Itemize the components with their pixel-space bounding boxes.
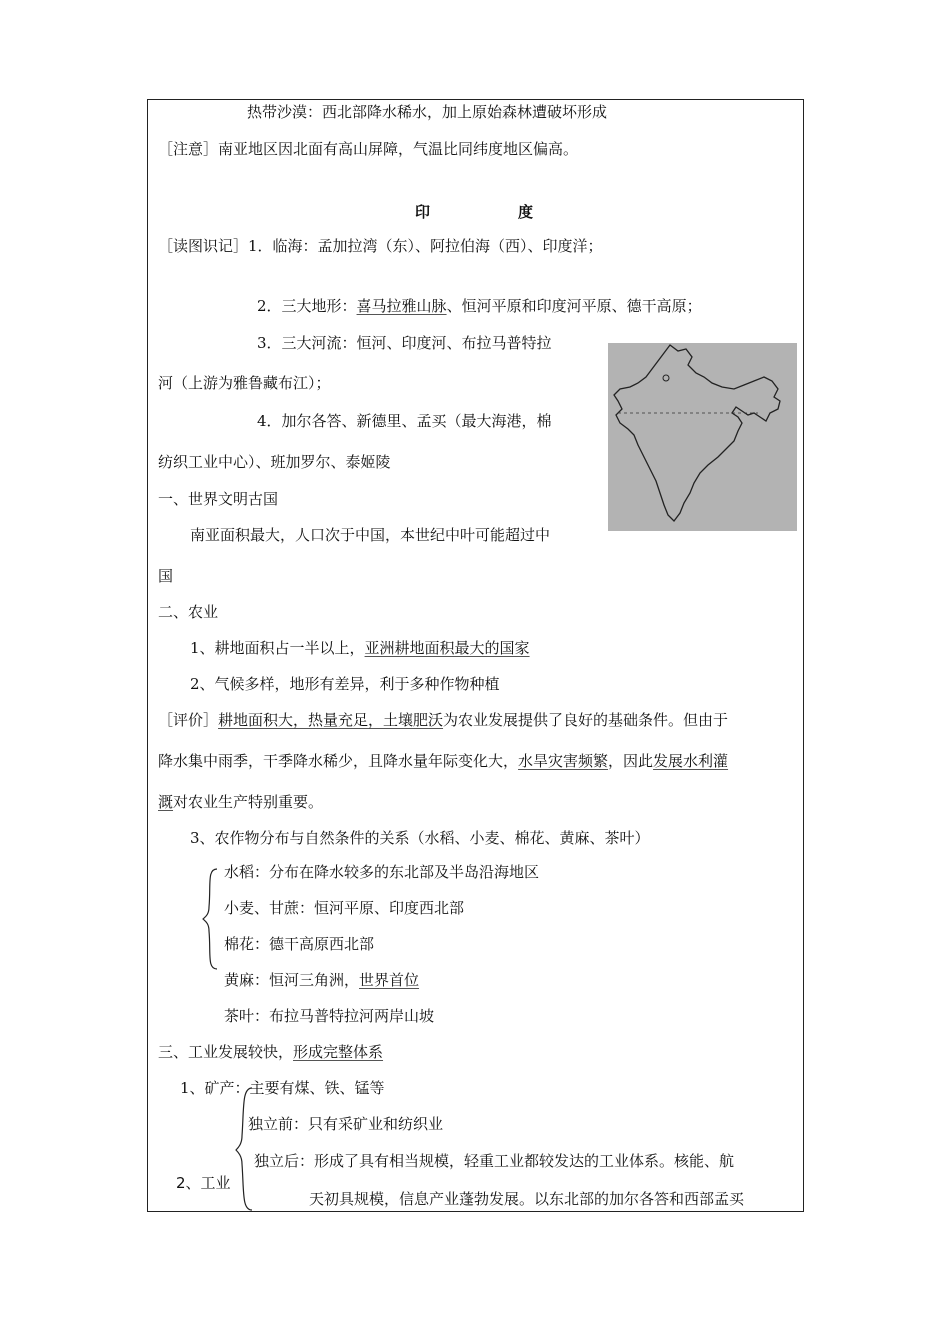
evaluation-line-2: 降水集中雨季，干季降水稀少，且降水量年际变化大，水旱灾害频繁，因此发展水利灌 bbox=[158, 752, 729, 770]
cities-line-cont: 纺织工业中心）、班加罗尔、泰姬陵 bbox=[158, 453, 391, 471]
industry-brace bbox=[234, 1086, 254, 1212]
evaluation-line-3: 溉对农业生产特别重要。 bbox=[158, 793, 324, 811]
note-line: ［注意］南亚地区因北面有高山屏障，气温比同纬度地区偏高。 bbox=[158, 140, 579, 158]
rivers-line: 3．三大河流：恒河、印度河、布拉马普特拉 bbox=[257, 334, 552, 352]
industry-after: 独立后：形成了具有相当规模，轻重工业都较发达的工业体系。核能、航 bbox=[254, 1152, 735, 1170]
crop-cotton: 棉花：德干高原西北部 bbox=[224, 935, 375, 953]
evaluation-line: ［评价］耕地面积大，热量充足，土壤肥沃为农业发展提供了良好的基础条件。但由于 bbox=[158, 711, 729, 729]
civilization-line-cont: 国 bbox=[158, 567, 174, 585]
desert-line: 热带沙漠：西北部降水稀水，加上原始森林遭破坏形成 bbox=[247, 103, 608, 121]
industry-after-cont: 天初具规模，信息产业蓬勃发展。以东北部的加尔各答和西部孟买 bbox=[309, 1190, 745, 1208]
minerals-line: 1、矿产：主要有煤、铁、锰等 bbox=[180, 1079, 385, 1097]
industry-label: 2、工业 bbox=[176, 1174, 231, 1192]
agri-line-1: 1、耕地面积占一半以上，亚洲耕地面积最大的国家 bbox=[190, 639, 530, 657]
heading-industry: 三、工业发展较快，形成完整体系 bbox=[158, 1043, 384, 1061]
crop-tea: 茶叶：布拉马普特拉河两岸山坡 bbox=[224, 1007, 435, 1025]
india-map bbox=[608, 343, 797, 531]
crop-jute: 黄麻：恒河三角洲，世界首位 bbox=[224, 971, 420, 989]
cities-line: 4．加尔各答、新德里、孟买（最大海港，棉 bbox=[257, 412, 552, 430]
industry-before: 独立前：只有采矿业和纺织业 bbox=[248, 1115, 444, 1133]
agri-line-2: 2、气候多样，地形有差异，利于多种作物种植 bbox=[190, 675, 500, 693]
rivers-line-cont: 河（上游为雅鲁藏布江）； bbox=[158, 374, 331, 392]
section-title-yin: 印 bbox=[415, 203, 431, 221]
map-reading-line: ［读图识记］1．临海：孟加拉湾（东）、阿拉伯海（西）、印度洋； bbox=[158, 237, 603, 255]
heading-agriculture: 二、农业 bbox=[158, 603, 219, 621]
crop-rice: 水稻：分布在降水较多的东北部及半岛沿海地区 bbox=[224, 863, 540, 881]
crop-wheat: 小麦、甘蔗：恒河平原、印度西北部 bbox=[224, 899, 465, 917]
section-title-du: 度 bbox=[518, 203, 534, 221]
crops-heading: 3、农作物分布与自然条件的关系（水稻、小麦、棉花、黄麻、茶叶） bbox=[190, 829, 650, 847]
terrain-line: 2．三大地形：喜马拉雅山脉、恒河平原和印度河平原、德干高原； bbox=[257, 297, 702, 315]
heading-civilization: 一、世界文明古国 bbox=[158, 490, 279, 508]
civilization-line: 南亚面积最大，人口次于中国，本世纪中叶可能超过中 bbox=[190, 526, 551, 544]
india-outline-map-icon bbox=[608, 343, 797, 531]
crops-brace bbox=[201, 867, 219, 971]
